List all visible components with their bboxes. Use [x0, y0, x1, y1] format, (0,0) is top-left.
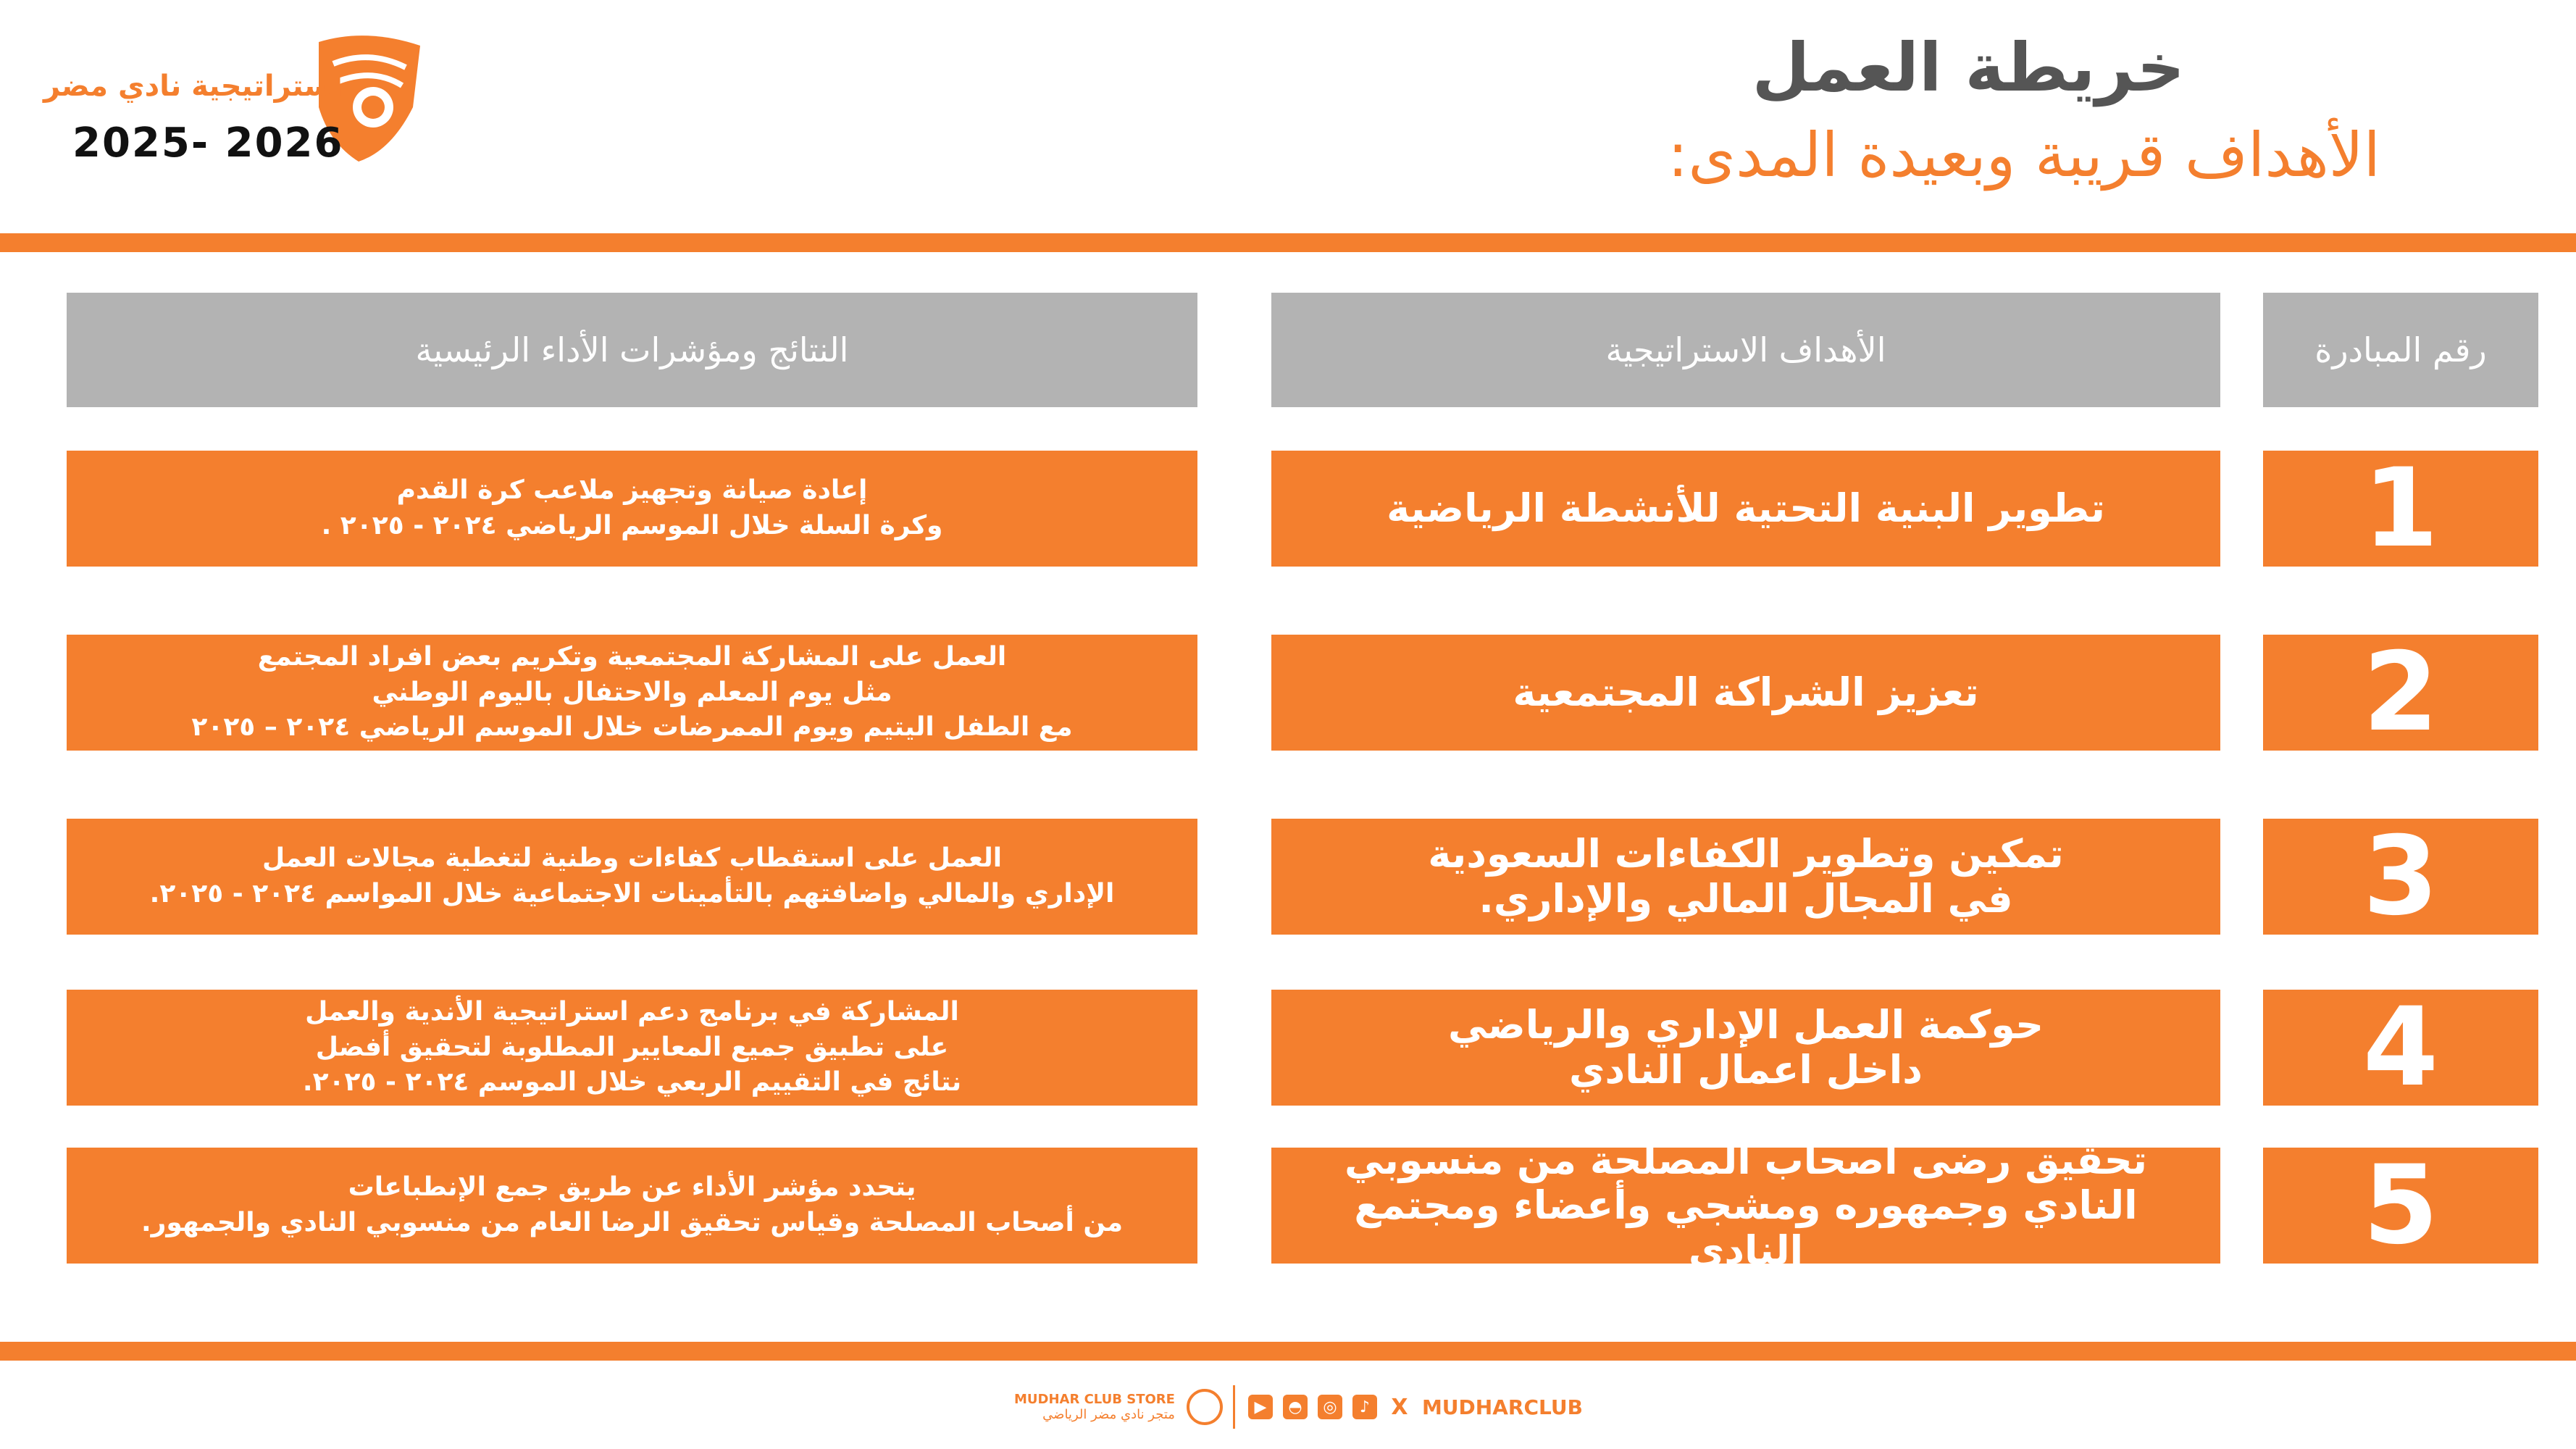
footer-store — [1014, 1392, 1175, 1422]
footer-store-ar: متجر نادي مضر الرياضي — [1042, 1407, 1175, 1422]
row-4-kpi: المشاركة في برنامج دعم استراتيجية الأندية والعمل على تطبيق جميع المعايير المطلوبة لتحقيق أفضل نتائج في التقييم الربعي خلال الموسم ٢٠٢٤ - ٢٠٢٥. — [67, 990, 1197, 1106]
row-3-number: 3 — [2263, 819, 2538, 935]
row-4-number: 4 — [2263, 990, 2538, 1106]
header-goals: الأهداف الاستراتيجية — [1271, 293, 2220, 407]
footer — [1014, 1385, 1666, 1429]
row-3-kpi: العمل على استقطاب كفاءات وطنية لتغطية مجالات العمل الإداري والمالي واضافتهم بالتأمينات الاجتماعية خلال المواسم ٢٠٢٤ - ٢٠٢٥. — [67, 819, 1197, 935]
row-1-kpi: إعادة صيانة وتجهيز ملاعب كرة القدم وكرة السلة خلال الموسم الرياضي ٢٠٢٤ - ٢٠٢٥ . — [67, 451, 1197, 567]
page-title: خريطة العمل — [1752, 29, 2185, 107]
header-kpis: النتائج ومؤشرات الأداء الرئيسية — [67, 293, 1197, 407]
row-2-number: 2 — [2263, 635, 2538, 751]
top-divider — [0, 233, 2576, 252]
row-3-goal: تمكين وتطوير الكفاءات السعودية في المجال المالي والإداري. — [1271, 819, 2220, 935]
bottom-divider — [0, 1342, 2576, 1361]
youtube-icon[interactable]: ▶ — [1248, 1395, 1273, 1419]
row-1-goal: تطوير البنية التحتية للأنشطة الرياضية — [1271, 451, 2220, 567]
footer-store-en: MUDHAR CLUB STORE — [1014, 1392, 1175, 1407]
footer-handle[interactable]: MUDHARCLUB — [1421, 1395, 1583, 1419]
tiktok-icon[interactable]: ♪ — [1352, 1395, 1377, 1419]
store-logo-icon — [1187, 1389, 1223, 1425]
page-subtitle: الأهداف قريبة وبعيدة المدى: — [1668, 120, 2380, 191]
logo-name: استراتيجية نادي مضر — [43, 70, 343, 103]
logo-years: 2025- 2026 — [72, 120, 344, 167]
row-5-kpi: يتحدد مؤشر الأداء عن طريق جمع الإنطباعات من أصحاب المصلحة وقياس تحقيق الرضا العام من منسوبي النادي والجمهور. — [67, 1148, 1197, 1264]
row-4-goal: حوكمة العمل الإداري والرياضي داخل اعمال النادي — [1271, 990, 2220, 1106]
x-icon[interactable]: X — [1391, 1394, 1408, 1420]
row-5-number: 5 — [2263, 1148, 2538, 1264]
snapchat-icon[interactable]: ◓ — [1283, 1395, 1308, 1419]
row-5-goal: تحقيق رضى أصحاب المصلحة من منسوبي النادي وجمهوره ومشجي وأعضاء ومجتمع النادي — [1271, 1148, 2220, 1264]
row-2-goal: تعزيز الشراكة المجتمعية — [1271, 635, 2220, 751]
row-2-kpi: العمل على المشاركة المجتمعية وتكريم بعض افراد المجتمع مثل يوم المعلم والاحتفال باليوم الوطني مع الطفل اليتيم ويوم الممرضات خلال الموسم الرياضي ٢٠٢٤ – ٢٠٢٥ — [67, 635, 1197, 751]
instagram-icon[interactable]: ◎ — [1318, 1395, 1342, 1419]
footer-separator — [1233, 1385, 1235, 1429]
header-number: رقم المبادرة — [2263, 293, 2538, 407]
row-1-number: 1 — [2263, 451, 2538, 567]
